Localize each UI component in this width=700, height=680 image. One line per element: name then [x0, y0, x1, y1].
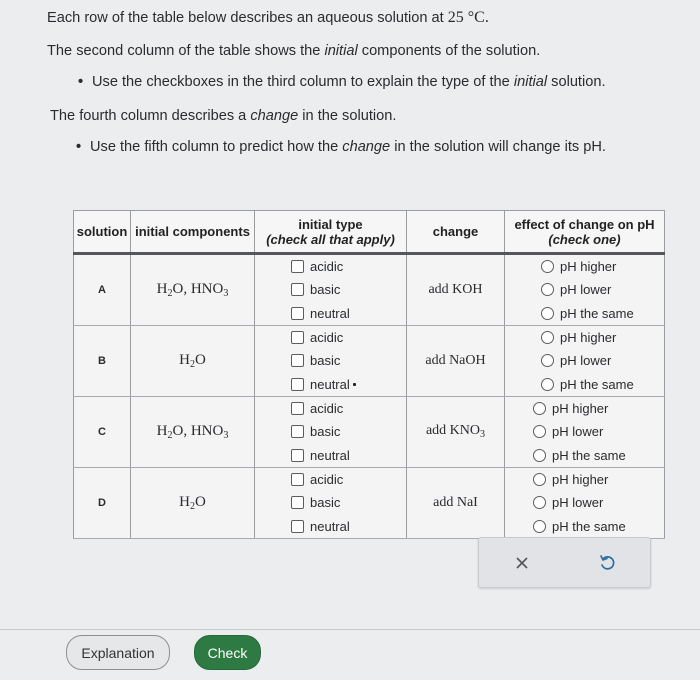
effect-cell [505, 396, 665, 467]
formula-part: O [195, 351, 206, 368]
effect-label: pH higher [552, 401, 609, 417]
checkbox[interactable] [291, 473, 304, 486]
undo-icon [598, 554, 616, 572]
radio-button[interactable] [541, 283, 554, 296]
effect-option[interactable] [505, 397, 664, 420]
effect-option[interactable] [505, 373, 664, 396]
intro-line-2-b: components of the solution. [357, 43, 541, 59]
effect-option[interactable] [505, 278, 664, 301]
solution-label: A [74, 254, 131, 326]
initial-type-cell [255, 254, 407, 326]
effect-label: pH lower [560, 282, 612, 298]
effect-label: pH the same [552, 447, 626, 463]
initial-type-cell [255, 325, 407, 396]
initial-type-cell [255, 467, 407, 538]
intro-line-2-em: initial [324, 43, 358, 59]
checkbox[interactable] [291, 260, 304, 273]
header-initial-components: initial components [131, 211, 255, 254]
intro-bullet-2-b: in the solution will change its pH. [390, 139, 606, 155]
effect-label: pH higher [560, 330, 617, 346]
cursor-dot [353, 383, 356, 386]
type-option-basic[interactable] [255, 491, 406, 514]
radio-button[interactable] [533, 520, 546, 533]
intro-line-2-a: The second column of the table shows the [47, 43, 325, 59]
effect-cell [505, 325, 665, 396]
intro-bullet-1 [92, 74, 606, 90]
intro-bullet-2-em: change [342, 139, 391, 155]
check-button[interactable]: Check [194, 635, 261, 670]
formula-part: H [156, 422, 168, 439]
effect-option[interactable] [505, 491, 664, 514]
header-effect-sub: (check one) [548, 231, 621, 247]
formula-part: H [156, 280, 168, 297]
type-label: basic [310, 353, 341, 369]
header-initial-type [255, 211, 407, 254]
solution-label: C [74, 396, 131, 467]
table-row [74, 325, 665, 396]
effect-option[interactable] [505, 349, 664, 372]
intro-line-1-text: Each row of the table below describes an aqueous solution at [47, 10, 448, 26]
header-solution: solution [74, 211, 131, 254]
effect-label: pH the same [560, 305, 634, 321]
intro-bullet-2-a: Use the fifth column to predict how the [90, 139, 343, 155]
type-label: basic [310, 282, 341, 298]
type-option-acidic[interactable] [255, 255, 406, 278]
radio-button[interactable] [541, 378, 554, 391]
checkbox[interactable] [291, 402, 304, 415]
table-row [74, 396, 665, 467]
type-label: acidic [310, 471, 344, 487]
intro-bullet-1-b: solution. [547, 74, 606, 90]
type-label: acidic [310, 259, 344, 275]
subscript: 3 [223, 429, 229, 441]
footer-divider [0, 629, 700, 630]
table-row [74, 467, 665, 538]
checkbox[interactable] [291, 283, 304, 296]
explanation-button[interactable]: Explanation [66, 635, 170, 670]
effect-cell [505, 467, 665, 538]
type-option-acidic[interactable] [255, 397, 406, 420]
clear-button[interactable] [507, 548, 537, 578]
type-label: basic [310, 424, 341, 440]
type-label: basic [310, 495, 341, 511]
radio-button[interactable] [533, 425, 546, 438]
x-icon [515, 556, 529, 570]
change-cell [407, 467, 505, 538]
header-change: change [407, 211, 505, 254]
effect-label: pH lower [552, 424, 604, 440]
header-effect [505, 211, 665, 254]
effect-option[interactable] [505, 514, 664, 537]
formula-part: H [179, 493, 190, 510]
type-label: neutral [310, 447, 350, 463]
subscript: 2 [190, 500, 195, 512]
checkbox[interactable] [291, 307, 304, 320]
intro-bullet-1-em: initial [513, 74, 548, 90]
type-option-neutral[interactable] [255, 443, 406, 466]
type-label: neutral [310, 518, 350, 534]
radio-button[interactable] [541, 354, 554, 367]
table-row [74, 254, 665, 326]
checkbox[interactable] [291, 496, 304, 509]
intro-line-3-b: in the solution. [298, 108, 397, 124]
effect-label: pH the same [552, 518, 626, 534]
intro-line-3 [50, 108, 396, 124]
subscript: 2 [190, 358, 195, 370]
radio-button[interactable] [533, 449, 546, 462]
effect-option[interactable] [505, 468, 664, 491]
radio-button[interactable] [533, 496, 546, 509]
intro-line-3-a: The fourth column describes a [50, 108, 251, 124]
type-label: neutral [310, 376, 350, 392]
checkbox[interactable] [291, 425, 304, 438]
type-label: acidic [310, 330, 344, 346]
formula-part: H [179, 351, 190, 368]
answer-action-bar [478, 537, 651, 588]
type-label: neutral [310, 305, 350, 321]
effect-option[interactable] [505, 302, 664, 325]
intro-bullet-2 [90, 139, 606, 155]
intro-line-2 [47, 43, 540, 59]
subscript: 2 [167, 429, 173, 441]
effect-option[interactable] [505, 443, 664, 466]
change-text: add KNO [425, 423, 481, 439]
effect-label: pH lower [552, 495, 604, 511]
formula-part: O [195, 493, 206, 510]
effect-option[interactable] [505, 326, 664, 349]
radio-button[interactable] [541, 331, 554, 344]
radio-button[interactable] [541, 307, 554, 320]
subscript: 3 [223, 287, 229, 299]
checkbox[interactable] [291, 449, 304, 462]
initial-components [131, 254, 255, 326]
solutions-table [73, 210, 665, 539]
change-cell [407, 325, 505, 396]
effect-cell [505, 254, 665, 326]
radio-button[interactable] [533, 402, 546, 415]
radio-button[interactable] [541, 260, 554, 273]
header-initial-type-sub: (check all that apply) [266, 231, 395, 247]
type-option-neutral[interactable] [255, 302, 406, 325]
formula-part: O, HNO [172, 280, 224, 297]
effect-label: pH higher [560, 259, 617, 275]
header-initial-type-title: initial type [298, 216, 363, 232]
type-option-basic[interactable] [255, 349, 406, 372]
checkbox[interactable] [291, 354, 304, 367]
change-cell [407, 254, 505, 326]
type-option-basic[interactable] [255, 420, 406, 443]
change-text: add NaI [433, 494, 478, 510]
effect-label: pH lower [560, 353, 612, 369]
formula-part: O, HNO [172, 422, 224, 439]
effect-option[interactable] [505, 255, 664, 278]
temperature: 25 °C. [447, 9, 489, 26]
subscript: 2 [167, 287, 173, 299]
solution-label: D [74, 467, 131, 538]
effect-label: pH higher [552, 471, 609, 487]
initial-components [131, 325, 255, 396]
effect-label: pH the same [560, 376, 634, 392]
undo-button[interactable] [592, 548, 622, 578]
effect-option[interactable] [505, 420, 664, 443]
change-text: add KOH [428, 281, 483, 297]
checkbox[interactable] [291, 520, 304, 533]
type-option-neutral[interactable] [255, 373, 406, 396]
subscript: 3 [480, 429, 486, 441]
change-text: add NaOH [425, 352, 486, 368]
type-option-acidic[interactable] [255, 326, 406, 349]
type-option-neutral[interactable] [255, 514, 406, 537]
initial-type-cell [255, 396, 407, 467]
radio-button[interactable] [533, 473, 546, 486]
header-effect-title: effect of change on pH [514, 216, 655, 232]
checkbox[interactable] [291, 378, 304, 391]
intro-line-3-em: change [250, 108, 299, 124]
intro-line-1 [47, 9, 489, 27]
solution-label: B [74, 325, 131, 396]
type-label: acidic [310, 401, 344, 417]
checkbox[interactable] [291, 331, 304, 344]
initial-components [131, 467, 255, 538]
initial-components [131, 396, 255, 467]
type-option-acidic[interactable] [255, 468, 406, 491]
type-option-basic[interactable] [255, 278, 406, 301]
intro-bullet-1-a: Use the checkboxes in the third column to explain the type of the [92, 74, 514, 90]
change-cell [407, 396, 505, 467]
